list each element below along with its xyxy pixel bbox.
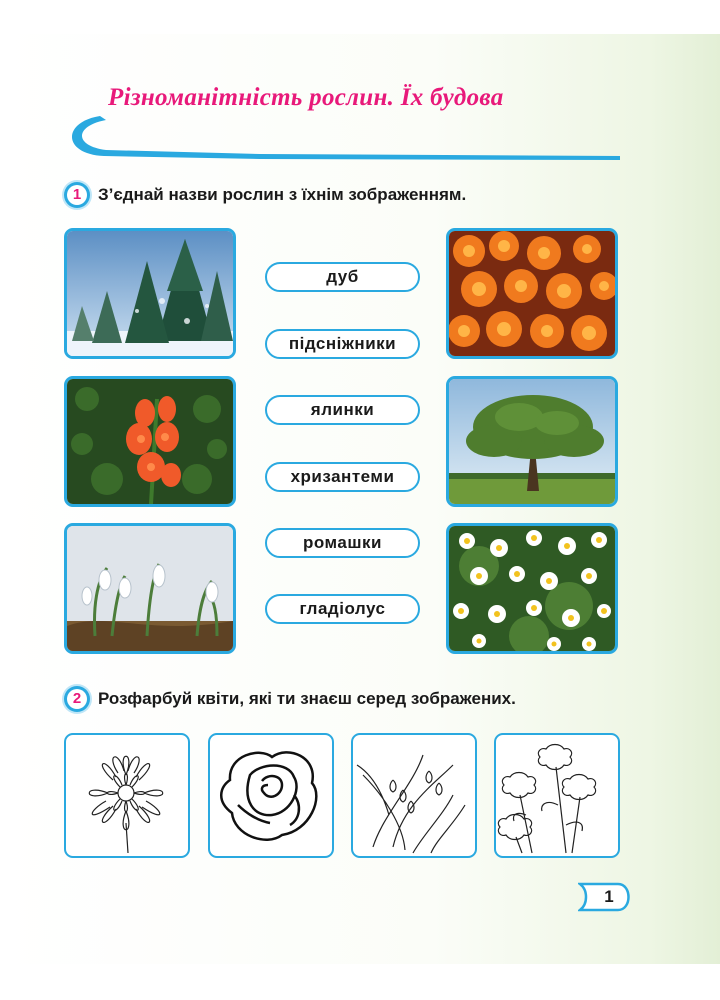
photo-snowy-firs[interactable] xyxy=(64,228,236,359)
photo-daisies[interactable] xyxy=(446,523,618,654)
oak-tree-icon xyxy=(449,379,615,504)
word-firs[interactable]: ялинки xyxy=(265,395,420,425)
chrysanthemums-icon xyxy=(449,231,615,356)
photo-snowdrops[interactable] xyxy=(64,523,236,654)
snowy-firs-icon xyxy=(67,231,233,356)
title-block xyxy=(60,80,630,160)
snowdrops-icon xyxy=(67,526,233,651)
word-oak[interactable]: дуб xyxy=(265,262,420,292)
outline-carnation[interactable] xyxy=(494,733,620,858)
word-gladiolus[interactable]: гладіолус xyxy=(265,594,420,624)
word-chrysanthemums[interactable]: хризантеми xyxy=(265,462,420,492)
photo-orange-chrysanthemums[interactable] xyxy=(446,228,618,359)
chrysanthemum-outline-icon xyxy=(66,735,188,856)
outline-lily-of-the-valley[interactable] xyxy=(351,733,477,858)
word-daisies[interactable]: ромашки xyxy=(265,528,420,558)
photo-red-gladiolus[interactable] xyxy=(64,376,236,507)
task-1-header xyxy=(64,182,466,208)
task-2-instruction: Розфарбуй квіти, які ти знаєш серед зображених. xyxy=(98,689,516,708)
task-1-number-badge: 1 xyxy=(64,182,90,208)
page-number: 1 xyxy=(578,882,634,912)
carnation-outline-icon xyxy=(496,735,618,856)
word-snowdrops[interactable]: підсніжники xyxy=(265,329,420,359)
task-1-instruction: З’єднай назви рослин з їхнім зображенням. xyxy=(98,185,467,204)
photo-oak-tree[interactable] xyxy=(446,376,618,507)
daisies-icon xyxy=(449,526,615,651)
task-2-header xyxy=(64,686,516,712)
gladiolus-icon xyxy=(67,379,233,504)
task-2-number-badge: 2 xyxy=(64,686,90,712)
page-title: Різноманітність рослин. Їх будова xyxy=(108,84,504,111)
outline-rose[interactable] xyxy=(208,733,334,858)
lily-of-the-valley-outline-icon xyxy=(353,735,475,856)
rose-outline-icon xyxy=(210,735,332,856)
outline-chrysanthemum[interactable] xyxy=(64,733,190,858)
